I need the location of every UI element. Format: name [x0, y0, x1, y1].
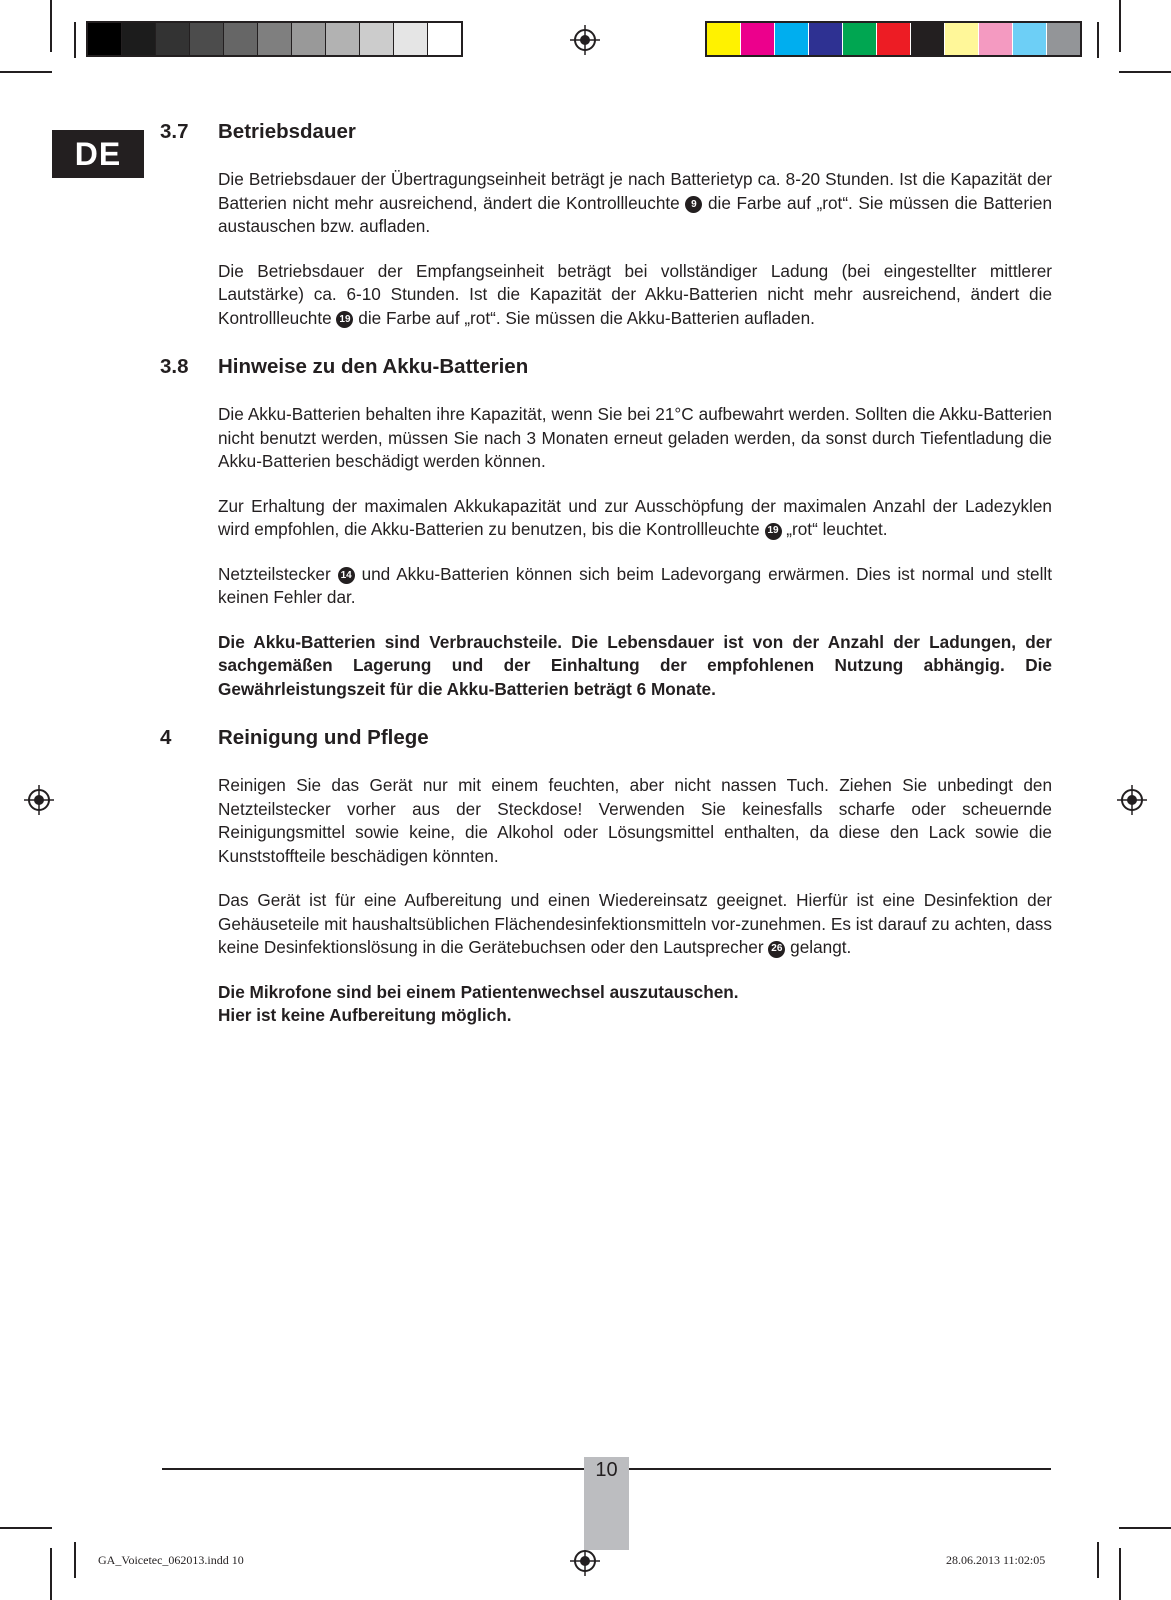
- paragraph-text: Die Betriebsdauer der Übertragungseinheit beträgt je nach Batterietyp ca. 8-20 Stunden. Ist die Kapazität der Batterien nicht mehr ausreichend, ändert die Kontrollleuchte: [218, 169, 1052, 213]
- color-swatch: [843, 23, 877, 55]
- paragraph: Die Akku-Batterien behalten ihre Kapazität, wenn Sie bei 21°C aufbewahrt werden. Sollten die Akku-Batterien nicht benutzt werden, müssen Sie nach 3 Monaten erneut geladen werden, da sonst durch Tiefentladung die Akku-Batterien beschädigt werden können.: [218, 404, 1052, 471]
- registration-mark-icon: [1117, 785, 1147, 815]
- paragraph-text: und Akku-Batterien können sich beim Ladevorgang erwärmen. Dies ist normal und stellt keinen Fehler dar.: [218, 563, 1052, 607]
- crop-mark: [1119, 1527, 1171, 1529]
- paragraph-text: Zur Erhaltung der maximalen Akkukapazität und zur Ausschöpfung der maximalen Anzahl der Ladezyklen wird empfohlen, die Akku-Batterien zu benutzen, bis die Kontrollleuchte: [218, 495, 1052, 539]
- warning-line: Hier ist keine Aufbereitung möglich.: [218, 1005, 512, 1025]
- color-swatch: [707, 23, 741, 55]
- section-title: Hinweise zu den Akku-Batterien: [218, 355, 529, 378]
- color-swatch: [911, 23, 945, 55]
- language-tab: DE: [52, 130, 144, 178]
- registration-mark-icon: [570, 25, 600, 55]
- process-color-bar: [705, 21, 1082, 57]
- crop-mark: [74, 1542, 76, 1578]
- color-swatch: [326, 23, 360, 55]
- color-swatch: [809, 23, 843, 55]
- crop-mark: [74, 22, 76, 58]
- registration-mark-icon: [24, 785, 54, 815]
- color-swatch: [775, 23, 809, 55]
- paragraph: [218, 889, 1052, 960]
- grayscale-color-bar: [86, 21, 463, 57]
- main-content: [160, 120, 1052, 1049]
- crop-mark: [0, 1527, 52, 1529]
- color-swatch: [394, 23, 428, 55]
- paragraph: [218, 260, 1052, 331]
- paragraph: Reinigen Sie das Gerät nur mit einem feuchten, aber nicht nassen Tuch. Ziehen Sie unbedingt den Netzteilstecker vorher aus der Steckdose! Verwenden Sie keinesfalls scharfe oder scheuernde Reinigungsmittel sowie keine, die Alkohol oder Lösungsmittel enthalten, da diese den Lack sowie die Kunststoffteile beschädigen könnten.: [218, 775, 1052, 866]
- section-heading: [160, 726, 1052, 750]
- color-swatch: [1047, 23, 1080, 55]
- color-swatch: [877, 23, 911, 55]
- color-swatch: [979, 23, 1013, 55]
- paragraph-text: „rot“ leuchtet.: [786, 519, 888, 539]
- crop-mark: [1119, 0, 1121, 52]
- footer-rule: [162, 1468, 584, 1470]
- paragraph-text: gelangt.: [790, 937, 852, 957]
- section-title: Reinigung und Pflege: [218, 726, 429, 749]
- section-number: 3.8: [160, 355, 189, 378]
- section-title: Betriebsdauer: [218, 120, 356, 143]
- paragraph: [218, 563, 1052, 610]
- callout-number-badge: 9: [685, 196, 702, 213]
- color-swatch: [945, 23, 979, 55]
- color-swatch: [122, 23, 156, 55]
- paragraph-text: Netzteilstecker: [218, 563, 331, 584]
- color-swatch: [360, 23, 394, 55]
- crop-mark: [1119, 1548, 1121, 1600]
- color-swatch: [741, 23, 775, 55]
- color-swatch: [1013, 23, 1047, 55]
- paragraph-text: die Farbe auf „rot“. Sie müssen die Batterien austauschen bzw. aufladen.: [218, 192, 1053, 236]
- warning-paragraph: [218, 981, 1052, 1028]
- paragraph-text: Die Betriebsdauer der Empfangseinheit beträgt bei vollständiger Ladung (bei eingestellter mittlerer Lautstärke) ca. 6-10 Stunden. Ist die Kapazität der Akku-Batterien nicht mehr ausreichend, ändert die Kontrollleuchte: [218, 260, 1052, 328]
- callout-number-badge: 19: [336, 311, 353, 328]
- section-heading: [160, 120, 1052, 144]
- callout-number-badge: 19: [765, 523, 782, 540]
- registration-mark-icon: [570, 1546, 600, 1576]
- callout-number-badge: 26: [768, 941, 785, 958]
- section-heading: [160, 355, 1052, 379]
- crop-mark: [1097, 1542, 1099, 1578]
- color-swatch: [88, 23, 122, 55]
- color-swatch: [292, 23, 326, 55]
- color-swatch: [224, 23, 258, 55]
- crop-mark: [0, 71, 52, 73]
- color-swatch: [156, 23, 190, 55]
- section-number: 3.7: [160, 120, 189, 143]
- section-number: 4: [160, 726, 172, 749]
- crop-mark: [1119, 71, 1171, 73]
- page-number: 10: [595, 1459, 618, 1481]
- paragraph: [218, 168, 1052, 239]
- warning-line: Die Mikrofone sind bei einem Patientenwechsel auszutauschen.: [218, 981, 739, 1002]
- slug-datetime: 28.06.2013 11:02:05: [946, 1553, 1046, 1567]
- footer-rule: [629, 1468, 1051, 1470]
- crop-mark: [1097, 22, 1099, 58]
- crop-mark: [50, 0, 52, 52]
- color-swatch: [428, 23, 461, 55]
- callout-number-badge: 14: [338, 567, 355, 584]
- color-swatch: [190, 23, 224, 55]
- paragraph-text: Das Gerät ist für eine Aufbereitung und einen Wiedereinsatz geeignet. Hierfür ist eine Desinfektion der Gehäuseteile mit haushaltsüblichen Flächendesinfektionsmitteln vor-zunehmen. Es ist darauf zu achten, dass keine Desinfektionslösung in die Gerätebuchsen oder den Lautsprecher: [218, 890, 1052, 957]
- warning-paragraph: Die Akku-Batterien sind Verbrauchsteile. Die Lebensdauer ist von der Anzahl der Ladungen, der sachgemäßen Lagerung und der Einhaltung der empfohlenen Nutzung abhängig. Die Gewährleistungszeit für die Akku-Batterien beträgt 6 Monate.: [218, 631, 1052, 699]
- paragraph: [218, 495, 1052, 542]
- slug-filename: GA_Voicetec_062013.indd 10: [98, 1553, 244, 1567]
- paragraph-text: die Farbe auf „rot“. Sie müssen die Akku-Batterien aufladen.: [358, 307, 815, 328]
- crop-mark: [50, 1548, 52, 1600]
- color-swatch: [258, 23, 292, 55]
